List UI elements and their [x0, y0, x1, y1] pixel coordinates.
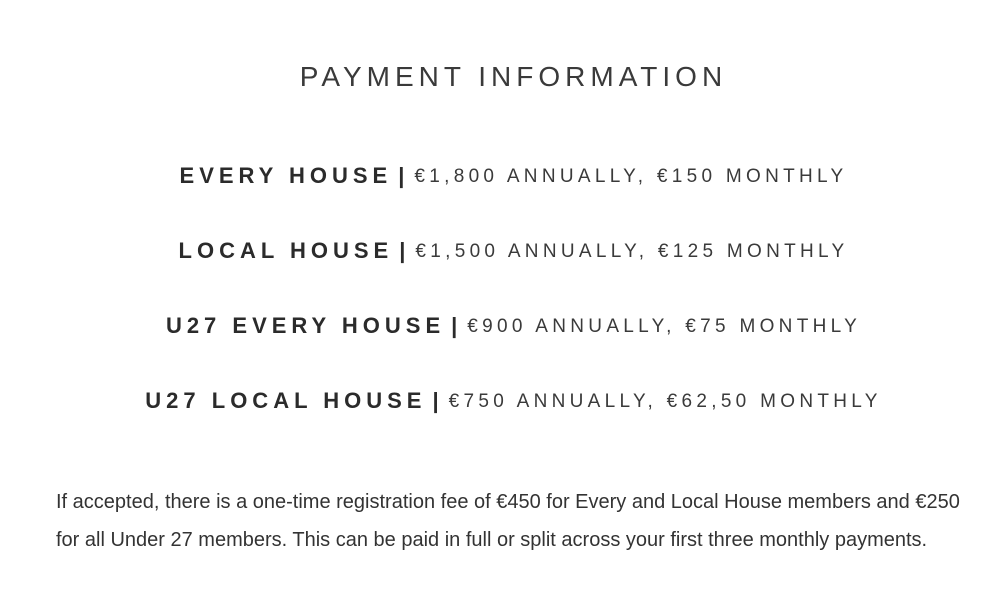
plan-name: U27 EVERY HOUSE — [165, 313, 446, 338]
plan-row-u27-local-house — [0, 385, 1000, 460]
plan-separator: | — [398, 163, 405, 188]
registration-fee-note: If accepted, there is a one-time registration fee of €450 for Every and Local House members and €250 for all Under 27 members. This can be paid in full or split across your first three monthly payments. — [56, 491, 960, 551]
plan-name: U27 LOCAL HOUSE — [145, 388, 427, 413]
plan-separator: | — [432, 388, 439, 413]
plan-separator: | — [451, 313, 458, 338]
plan-row-local-house — [0, 235, 1000, 310]
plan-name: EVERY HOUSE — [179, 163, 393, 188]
plan-price: €900 ANNUALLY, €75 MONTHLY — [467, 316, 862, 337]
membership-plan-list — [0, 160, 1000, 460]
plan-row-u27-every-house — [0, 310, 1000, 385]
plan-price: €1,800 ANNUALLY, €150 MONTHLY — [414, 166, 848, 187]
plan-separator: | — [399, 238, 406, 263]
page-title: PAYMENT INFORMATION — [299, 60, 728, 92]
plan-price: €750 ANNUALLY, €62,50 MONTHLY — [448, 391, 882, 412]
plan-price: €1,500 ANNUALLY, €125 MONTHLY — [415, 241, 849, 262]
plan-name: LOCAL HOUSE — [178, 238, 394, 263]
plan-row-every-house — [0, 160, 1000, 235]
